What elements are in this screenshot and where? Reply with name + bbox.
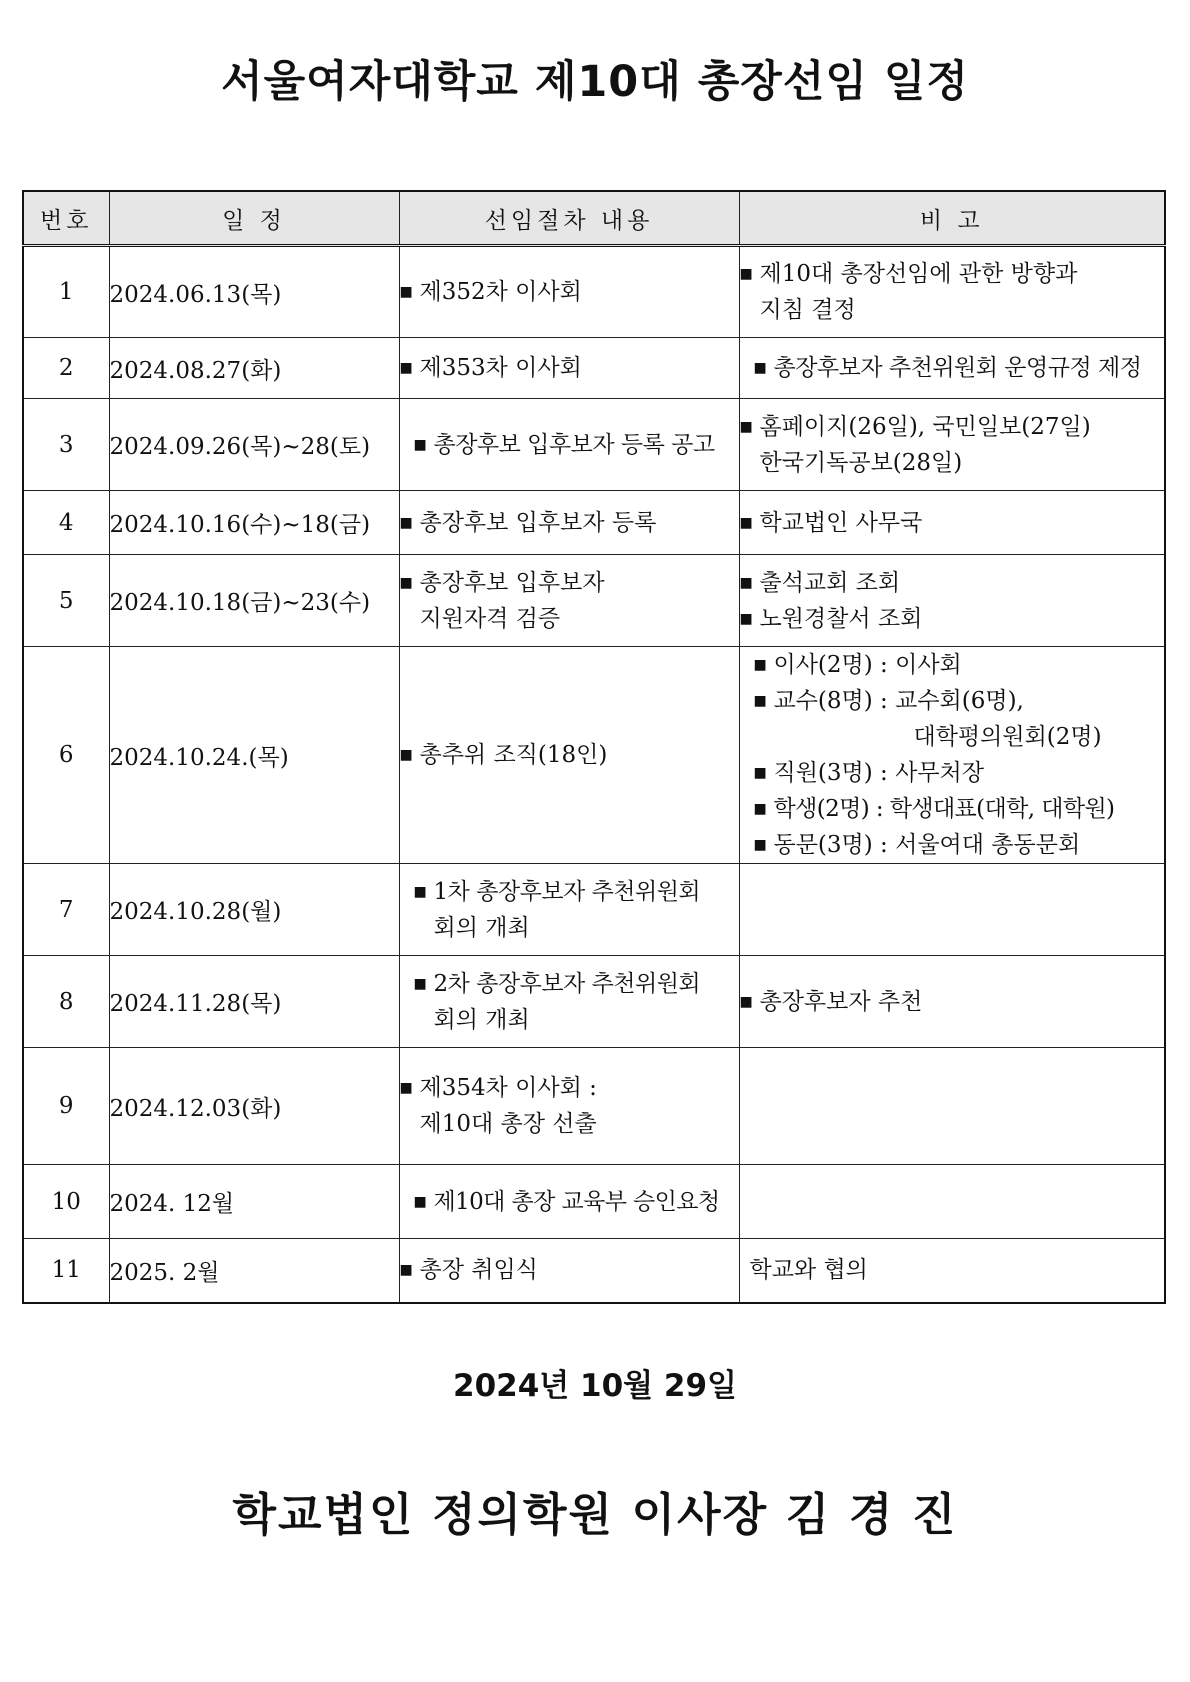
row-procedure — [399, 555, 739, 647]
table-row — [23, 491, 1165, 555]
row-note — [739, 399, 1165, 491]
row-procedure — [399, 1048, 739, 1165]
procedure-line: ■ 제352차 이사회 — [400, 274, 739, 310]
table-row — [23, 1239, 1165, 1303]
row-procedure — [399, 864, 739, 956]
row-procedure — [399, 1165, 739, 1239]
note-line: 대학평의원회(2명) — [913, 724, 1102, 750]
row-date: 2024.12.03(화) — [109, 1048, 399, 1165]
note-line: 한국기독공보(28일) — [759, 449, 963, 476]
table-row — [23, 246, 1165, 338]
note-line: ■ 동문(3명) : 서울여대 총동문회 — [754, 827, 1165, 863]
row-procedure — [399, 491, 739, 555]
procedure-line: ■ 2차 총장후보자 추천위원회 — [414, 966, 739, 1002]
table-row — [23, 555, 1165, 647]
row-date: 2024.10.28(월) — [109, 864, 399, 956]
row-note — [739, 1165, 1165, 1239]
row-note — [739, 1239, 1165, 1303]
procedure-line: ■ 총장후보 입후보자 등록 — [400, 505, 739, 541]
note-line: ■ 제10대 총장선임에 관한 방향과 — [740, 256, 1165, 292]
row-procedure — [399, 956, 739, 1048]
row-date: 2024.09.26(목)~28(토) — [109, 399, 399, 491]
procedure-line: ■ 총추위 조직(18인) — [400, 737, 739, 773]
note-line: ■ 총장후보자 추천 — [740, 984, 1165, 1020]
issue-date: 2024년 10월 29일 — [453, 1368, 737, 1404]
row-number: 10 — [23, 1165, 109, 1239]
header-schedule: 일 정 — [109, 191, 399, 246]
header-number: 번호 — [23, 191, 109, 246]
row-number: 4 — [23, 491, 109, 555]
row-number: 5 — [23, 555, 109, 647]
row-procedure — [399, 338, 739, 399]
note-line: ■ 출석교회 조회 — [740, 565, 1165, 601]
procedure-line: 제10대 총장 선출 — [419, 1111, 597, 1137]
procedure-line: ■ 총장후보 입후보자 — [400, 565, 739, 601]
document-title: 서울여자대학교 제10대 총장선임 일정 — [221, 57, 969, 107]
row-date: 2024.10.18(금)~23(수) — [109, 555, 399, 647]
procedure-line: ■ 총장후보 입후보자 등록 공고 — [414, 427, 739, 463]
row-date: 2024. 12월 — [109, 1165, 399, 1239]
table-row — [23, 399, 1165, 491]
row-number: 7 — [23, 864, 109, 956]
procedure-line: ■ 제10대 총장 교육부 승인요청 — [414, 1184, 739, 1220]
note-line: ■ 홈페이지(26일), 국민일보(27일) — [740, 409, 1165, 445]
row-date: 2024.10.24.(목) — [109, 647, 399, 864]
row-number: 2 — [23, 338, 109, 399]
procedure-line: 지원자격 검증 — [419, 605, 561, 632]
row-date: 2024.10.16(수)~18(금) — [109, 491, 399, 555]
row-note — [739, 555, 1165, 647]
row-number: 9 — [23, 1048, 109, 1165]
table-row — [23, 338, 1165, 399]
row-number: 1 — [23, 246, 109, 338]
note-line: ■ 노원경찰서 조회 — [740, 601, 1165, 637]
row-number: 8 — [23, 956, 109, 1048]
table-row — [23, 1048, 1165, 1165]
note-line: ■ 이사(2명) : 이사회 — [754, 647, 1165, 683]
note-line: ■ 총장후보자 추천위원회 운영규정 제정 — [754, 350, 1165, 386]
note-line: ■ 직원(3명) : 사무처장 — [754, 755, 1165, 791]
row-procedure — [399, 647, 739, 864]
row-date: 2024.11.28(목) — [109, 956, 399, 1048]
note-line: 지침 결정 — [759, 297, 856, 323]
schedule-table — [22, 190, 1166, 1304]
signature-line: 학교법인 정의학원 이사장 김 경 진 — [232, 1488, 958, 1541]
row-procedure — [399, 1239, 739, 1303]
procedure-line: ■ 1차 총장후보자 추천위원회 — [414, 874, 739, 910]
procedure-line: 회의 개최 — [433, 1006, 530, 1033]
procedure-line: ■ 제354차 이사회 : — [400, 1070, 739, 1106]
row-number: 6 — [23, 647, 109, 864]
row-note — [739, 956, 1165, 1048]
row-note — [739, 864, 1165, 956]
row-note — [739, 1048, 1165, 1165]
procedure-line: ■ 제353차 이사회 — [400, 350, 739, 386]
table-row — [23, 956, 1165, 1048]
row-number: 11 — [23, 1239, 109, 1303]
row-note — [739, 338, 1165, 399]
note-line: ■ 교수(8명) : 교수회(6명), — [754, 683, 1165, 719]
row-number: 3 — [23, 399, 109, 491]
header-note: 비 고 — [739, 191, 1165, 246]
note-line: ■ 학생(2명) : 학생대표(대학, 대학원) — [754, 791, 1165, 827]
note-line: 학교와 협의 — [749, 1257, 868, 1284]
row-procedure — [399, 399, 739, 491]
header-procedure: 선임절차 내용 — [399, 191, 739, 246]
table-row — [23, 647, 1165, 864]
note-line: ■ 학교법인 사무국 — [740, 505, 1165, 541]
procedure-line: ■ 총장 취임식 — [400, 1252, 739, 1288]
row-date: 2024.08.27(화) — [109, 338, 399, 399]
table-row — [23, 864, 1165, 956]
row-note — [739, 647, 1165, 864]
row-note — [739, 246, 1165, 338]
row-procedure — [399, 246, 739, 338]
procedure-line: 회의 개최 — [433, 914, 530, 941]
row-date: 2024.06.13(목) — [109, 246, 399, 338]
row-note — [739, 491, 1165, 555]
table-row — [23, 1165, 1165, 1239]
table-header-row — [23, 191, 1165, 246]
row-date: 2025. 2월 — [109, 1239, 399, 1303]
